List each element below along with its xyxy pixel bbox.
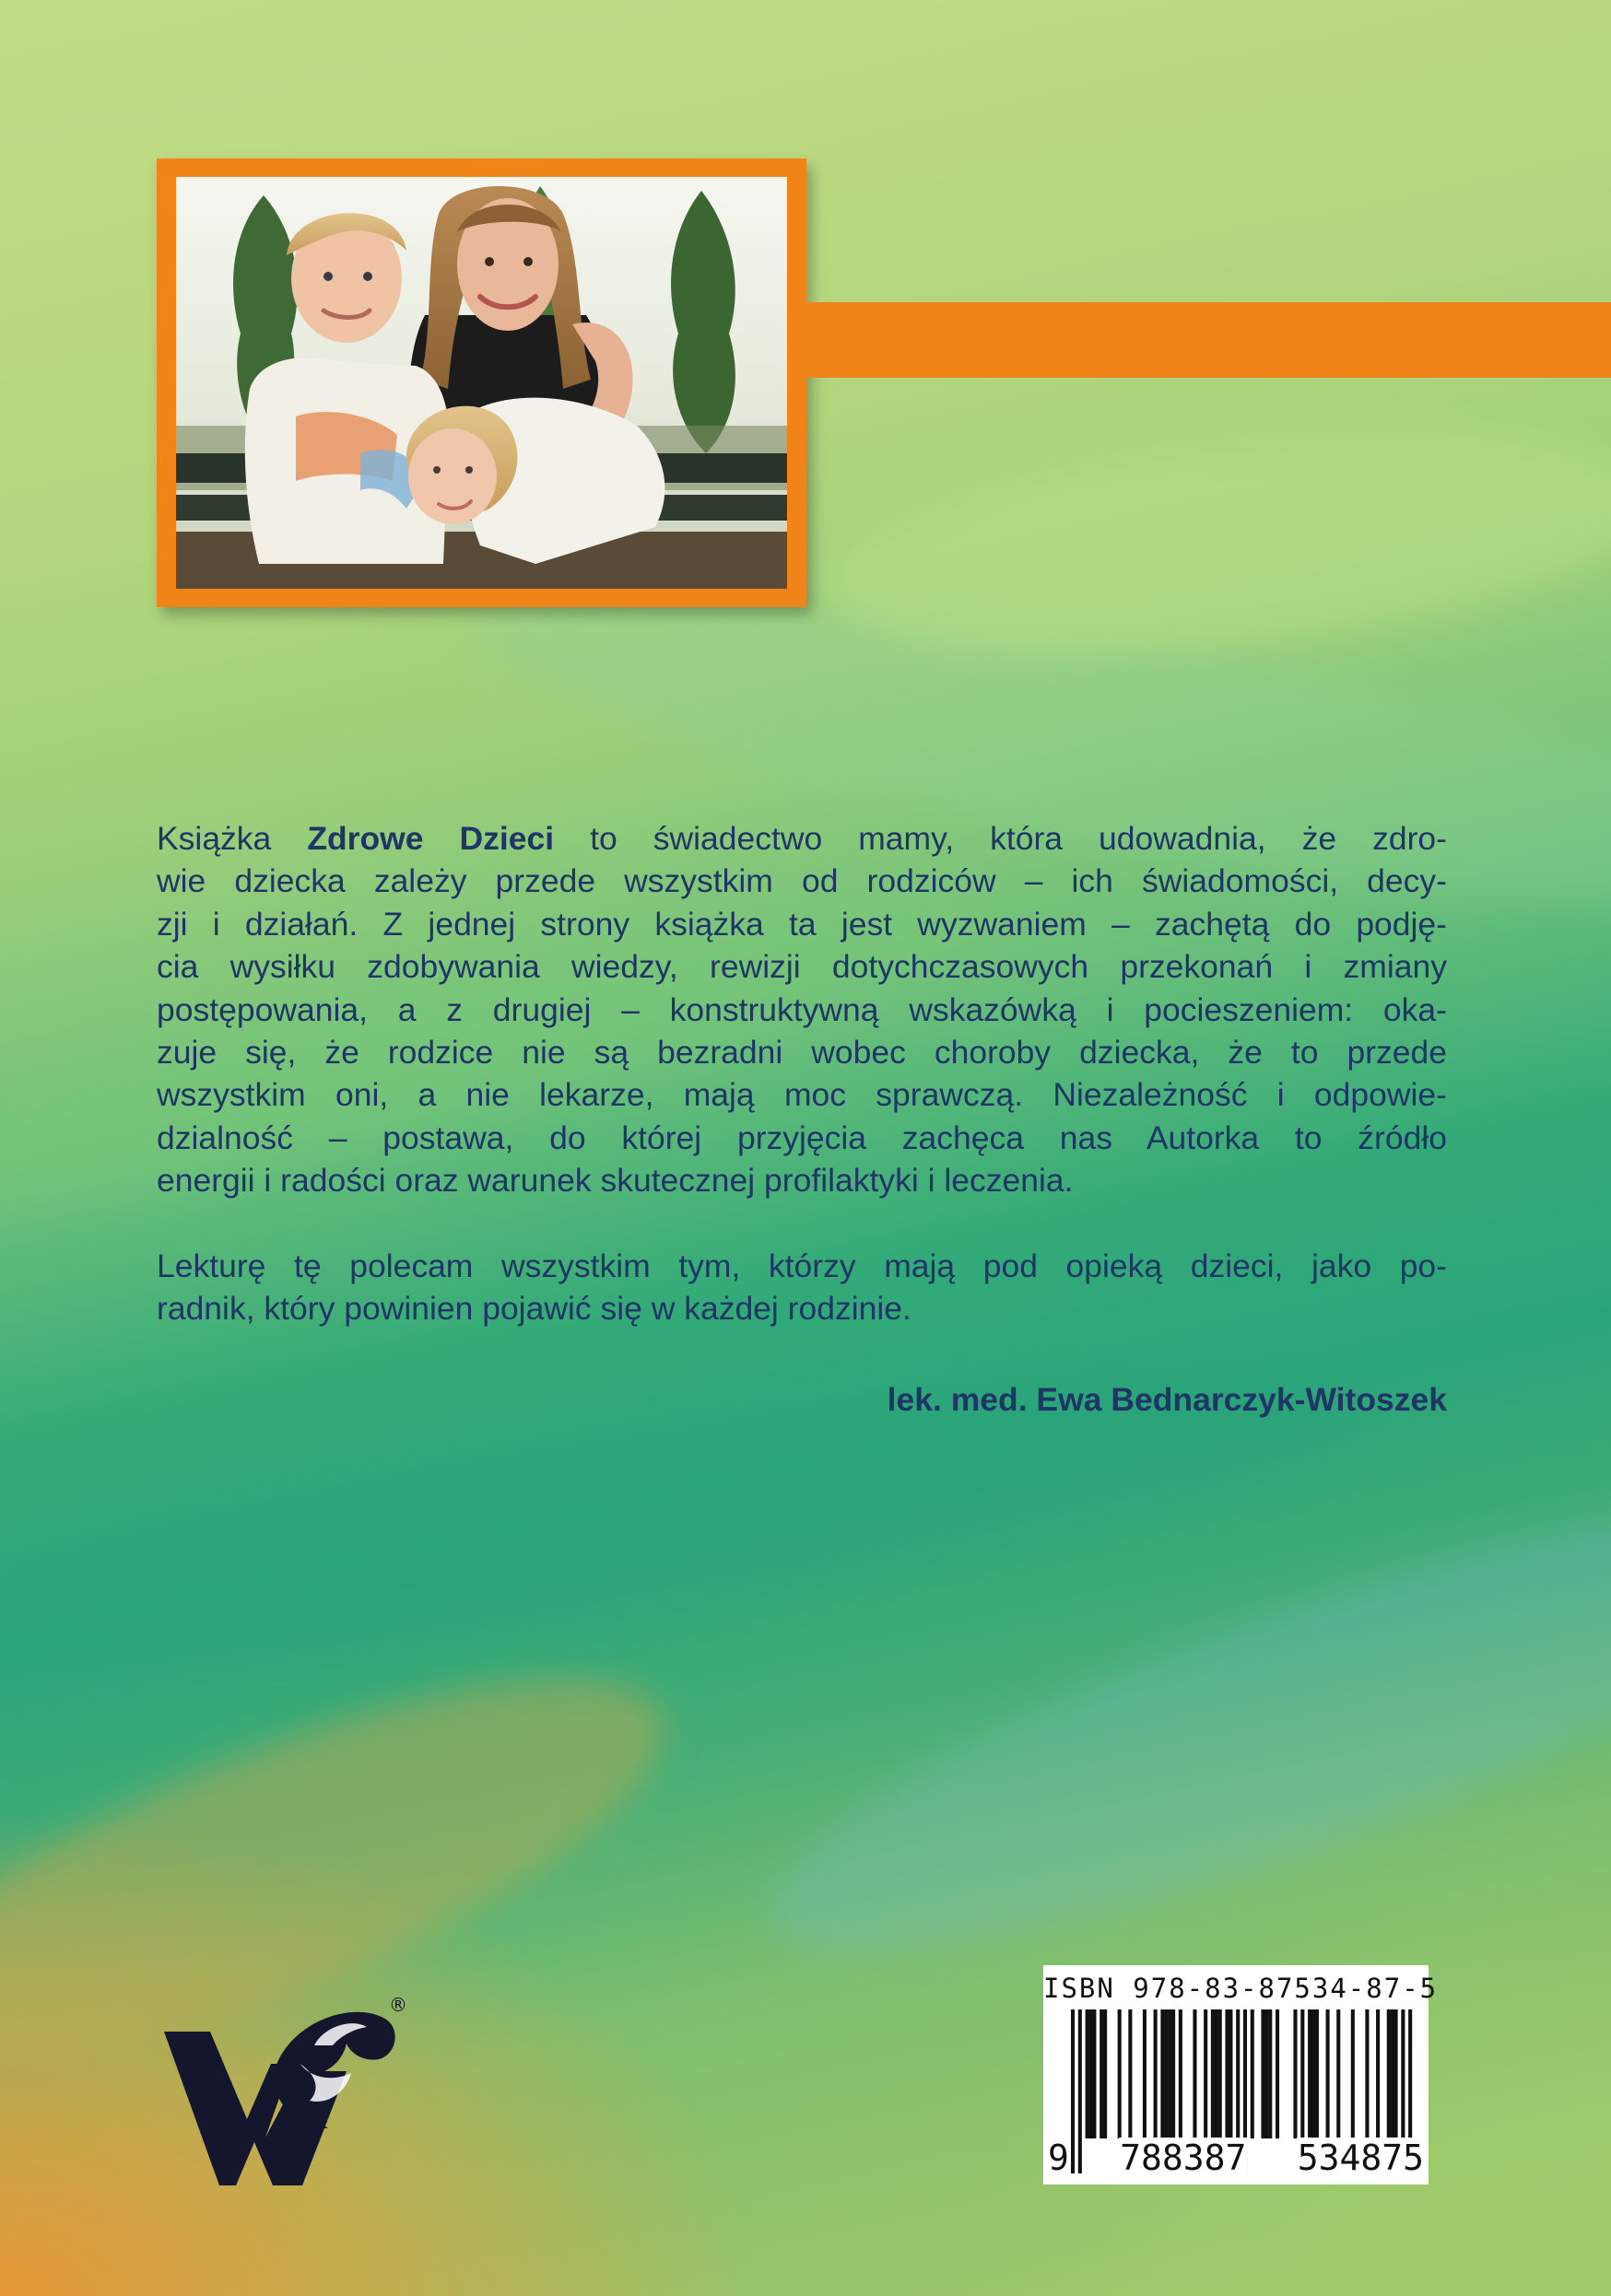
barcode-bar <box>1168 2009 1171 2138</box>
barcode-bar <box>1171 2009 1175 2138</box>
publisher-logo-icon <box>162 1990 411 2188</box>
ean-group: 788387 <box>1120 2138 1247 2178</box>
barcode-bar <box>1268 2009 1272 2138</box>
barcode-bar <box>1215 2009 1218 2138</box>
barcode-bar <box>1315 2009 1319 2138</box>
blurb-line: zji i działań. Z jednej strony książka ta jest wyzwaniem – zachętą do podję- <box>157 905 1447 943</box>
blurb-line: Lekturę tę polecam wszystkim tym, którzy mają pod opieką dzieci, jako po- <box>157 1247 1447 1284</box>
barcode-bar <box>1251 2009 1254 2138</box>
book-title-inline: Zdrowe Dzieci <box>307 820 555 857</box>
barcode-bar <box>1264 2009 1268 2138</box>
barcode-bar <box>1293 2009 1297 2138</box>
paint-streak <box>821 400 1611 688</box>
barcode-bar <box>1092 2009 1096 2138</box>
isbn-label: ISBN 978-83-87534-87-5 <box>1043 1973 1439 2004</box>
barcode-bar <box>1311 2009 1315 2138</box>
barcode-bar <box>1154 2009 1158 2138</box>
barcode-bar <box>1179 2009 1182 2138</box>
barcode-bar <box>1103 2009 1107 2138</box>
isbn-barcode <box>1043 1965 1439 2185</box>
blurb-line: Książka Zdrowe Dzieci to świadectwo mamy, która udowadnia, że zdro- <box>157 820 1447 857</box>
blurb-line: energii i radości oraz warunek skutecznej profilaktyki i leczenia. <box>157 1162 1074 1200</box>
blurb-line: wie dziecka zależy przede wszystkim od rodziców – ich świadomości, decy- <box>157 862 1447 900</box>
barcode-bar <box>1391 2009 1394 2138</box>
barcode-bar <box>1218 2009 1222 2138</box>
paint-streak <box>730 1431 1611 2034</box>
blurb-paragraph-1 <box>157 817 1447 1202</box>
barcode-bar <box>1193 2009 1196 2138</box>
blurb-text <box>157 817 1447 1330</box>
barcode-bar <box>1118 2009 1122 2138</box>
ean-group: 9 <box>1048 2138 1069 2178</box>
barcode-bar <box>1211 2009 1215 2138</box>
barcode-bar <box>1336 2009 1340 2138</box>
blurb-line: zuje się, że rodzice nie są bezradni wobec choroby dziecka, że to przede <box>157 1033 1447 1071</box>
blurb-line: dzialność – postawa, do której przyjęcia zachęca nas Autorka to źródło <box>157 1119 1447 1156</box>
registered-mark: ® <box>389 1994 407 2016</box>
blurb-line: postępowania, a z drugiej – konstruktywną wskazówką i pocieszeniem: oka- <box>157 990 1447 1028</box>
photo-frame <box>157 158 806 607</box>
barcode-bar <box>1394 2009 1398 2138</box>
barcode-bar <box>1204 2009 1207 2138</box>
barcode-bar <box>1164 2009 1168 2138</box>
barcode-bar <box>1099 2009 1103 2138</box>
ean-group: 534875 <box>1297 2138 1424 2178</box>
barcode-bar <box>1365 2009 1369 2138</box>
barcode-bar <box>1276 2009 1279 2138</box>
barcode-bar <box>1308 2009 1311 2138</box>
ean-digits <box>1043 2138 1429 2178</box>
orange-accent-bar <box>806 302 1611 378</box>
barcode-bar <box>1225 2009 1229 2138</box>
barcode-bar <box>1088 2009 1092 2138</box>
family-photo-icon <box>176 177 787 589</box>
barcode-bar <box>1376 2009 1380 2138</box>
barcode-bar <box>1229 2009 1232 2138</box>
barcode-bar <box>1128 2009 1132 2138</box>
barcode-bar <box>1387 2009 1391 2138</box>
blurb-line: radnik, który powinien pojawić się w każdej rodzinie. <box>157 1289 911 1327</box>
barcode-bar <box>1261 2009 1264 2138</box>
blurb-paragraph-2 <box>157 1245 1447 1330</box>
blurb-signature: lek. med. Ewa Bednarczyk-Witoszek <box>887 1381 1447 1418</box>
barcode-bar <box>1326 2009 1330 2138</box>
barcode-bar <box>1300 2009 1304 2138</box>
barcode-bar <box>1086 2009 1089 2138</box>
barcode-bar <box>1160 2009 1164 2138</box>
blurb-line: wszystkim oni, a nie lekarze, mają moc sprawczą. Niezależność i odpowie- <box>157 1076 1447 1114</box>
barcode-bar <box>1351 2009 1355 2138</box>
barcode-bar <box>1143 2009 1147 2138</box>
family-photo <box>176 177 787 589</box>
blurb-line: cia wysiłku zdobywania wiedzy, rewizji dotychczasowych przekonań i zmiany <box>157 948 1447 986</box>
publisher-logo <box>162 1990 411 2188</box>
